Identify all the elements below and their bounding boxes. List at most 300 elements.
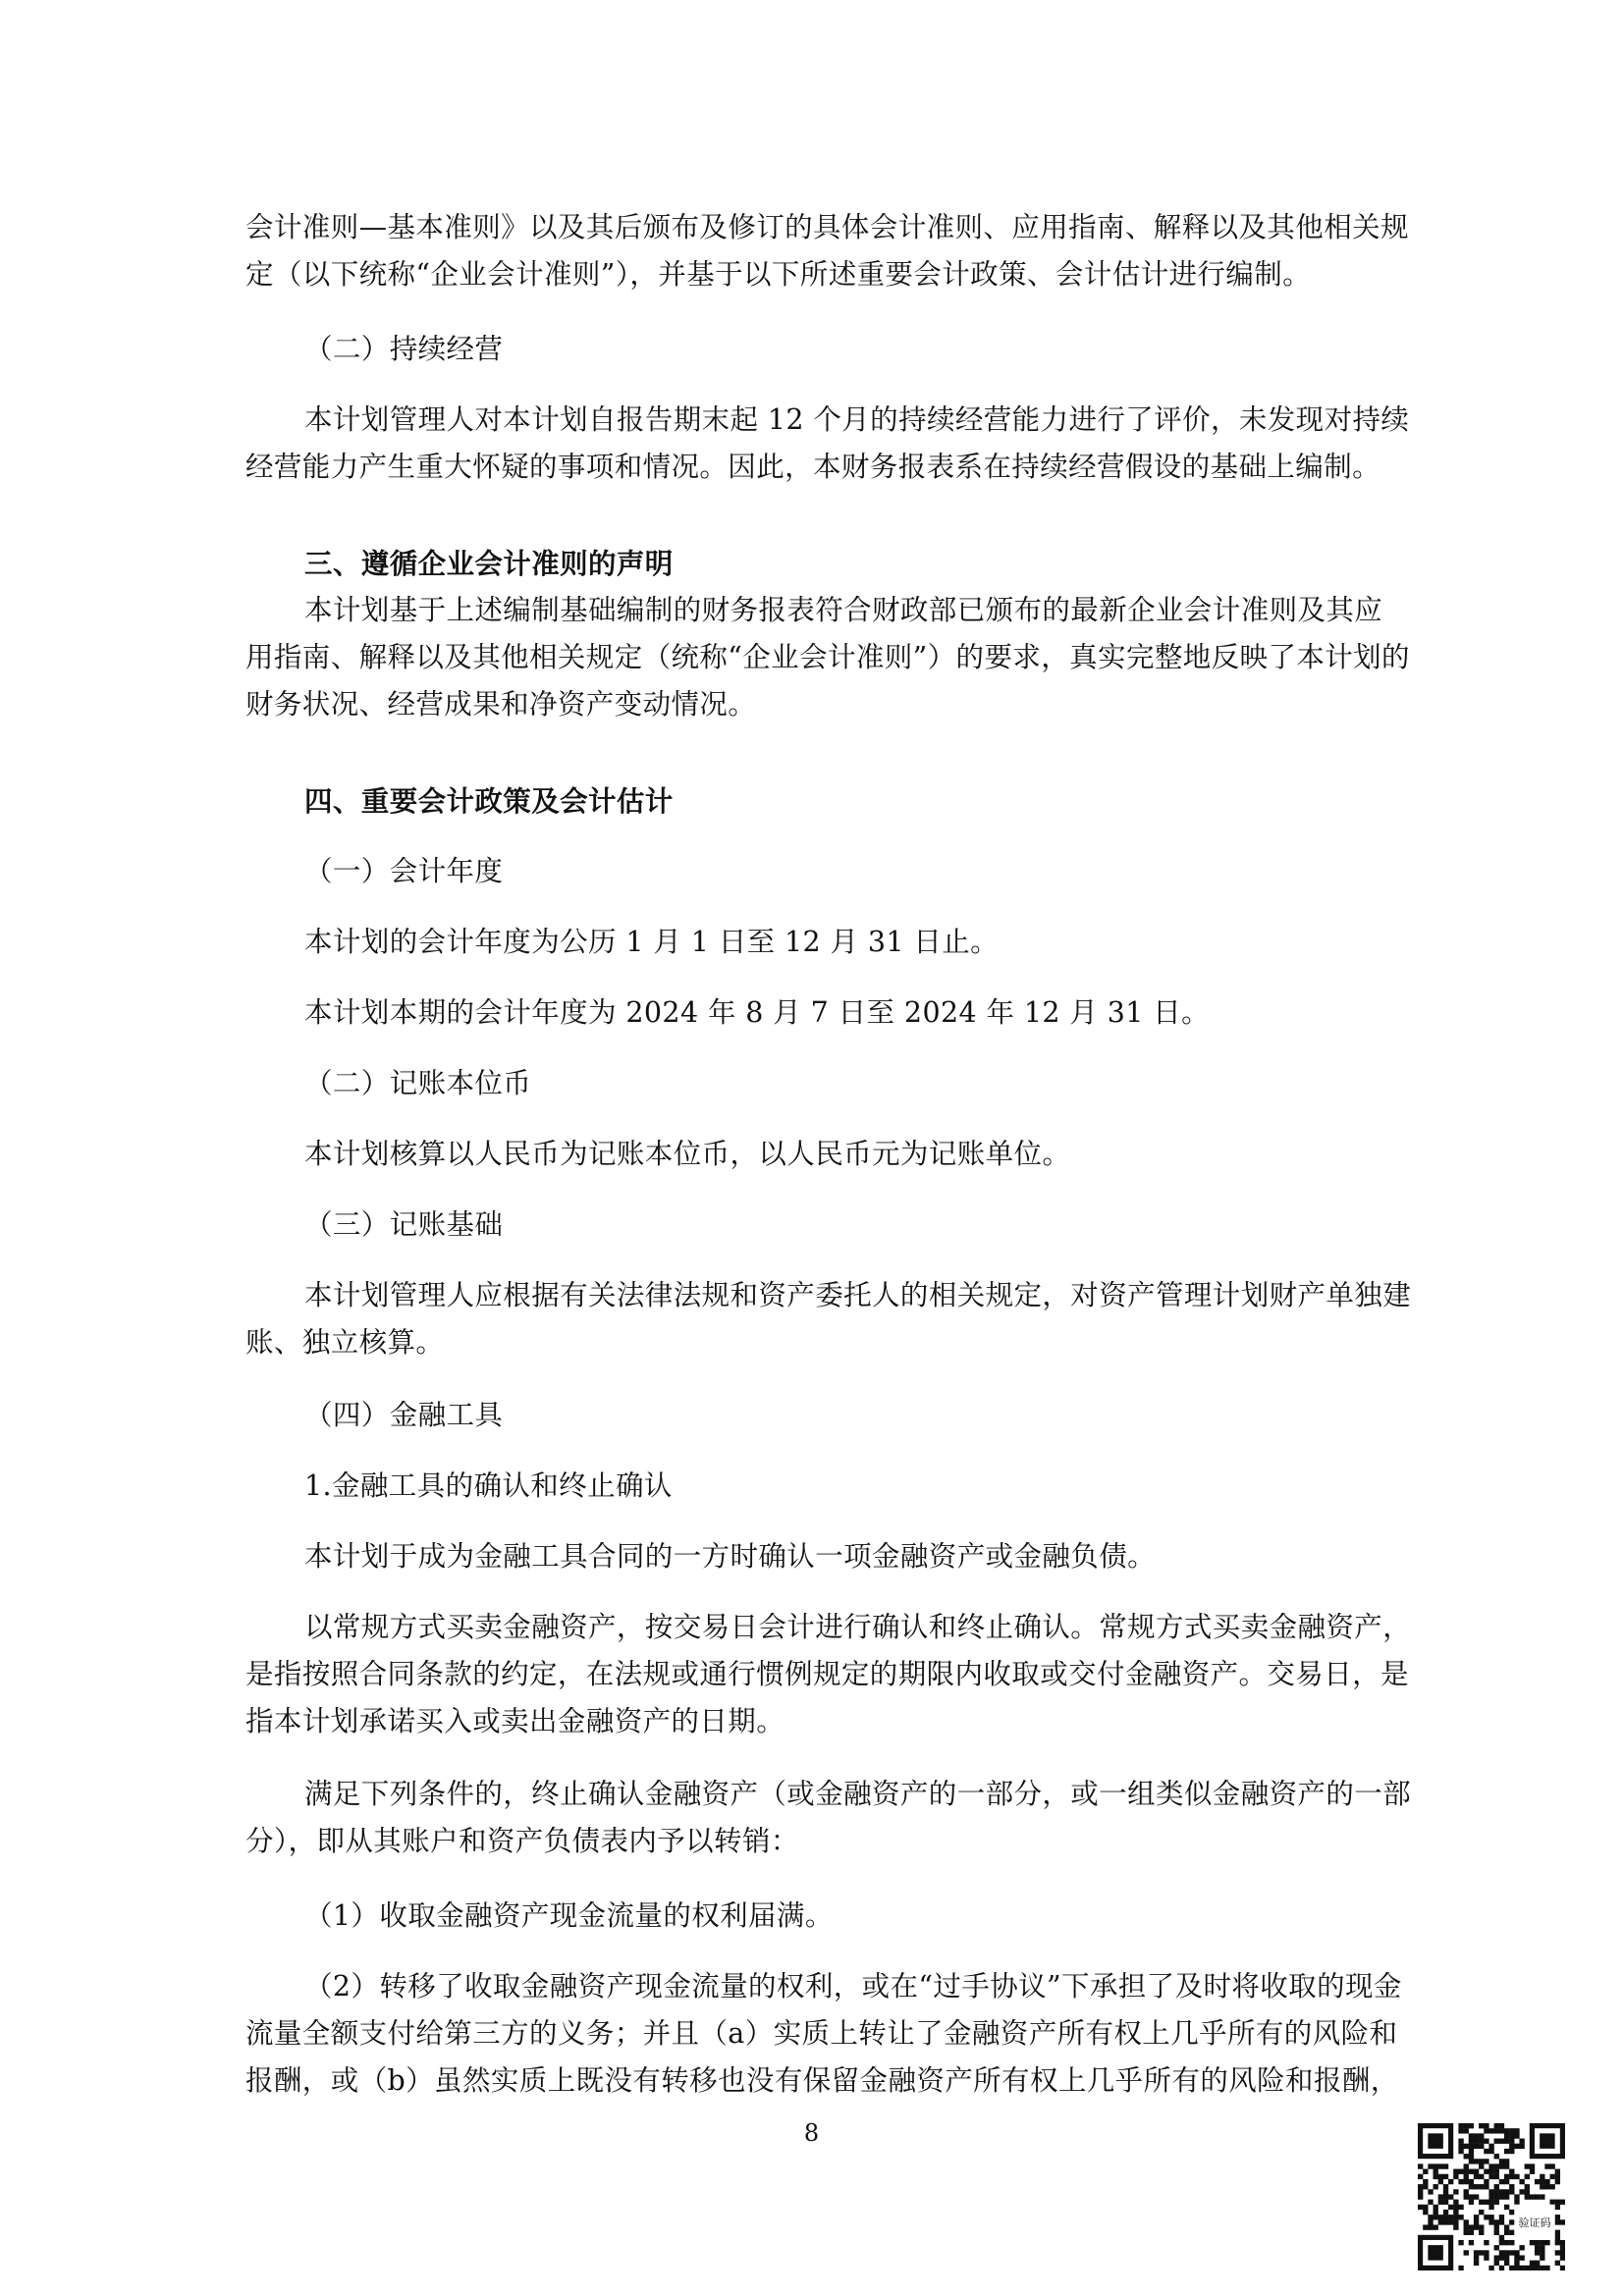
qr-module	[1458, 2179, 1463, 2184]
text-line: （1）收取金融资产现金流量的权利届满。	[304, 1899, 834, 1932]
text-line: 流量全额支付给第三方的义务；并且（a）实质上转让了金融资产所有权上几乎所有的风险和	[245, 2017, 1398, 2050]
qr-module	[1504, 2163, 1509, 2168]
qr-module	[1494, 2200, 1499, 2205]
qr-module	[1464, 2169, 1469, 2174]
qr-finder-center	[1428, 2133, 1443, 2149]
qr-module	[1423, 2210, 1428, 2215]
qr-module	[1514, 2261, 1519, 2266]
qr-module	[1555, 2235, 1560, 2240]
section-heading: 三、遵循企业会计准则的声明	[304, 547, 674, 580]
qr-module	[1535, 2266, 1540, 2270]
qr-module	[1469, 2179, 1474, 2184]
qr-module	[1555, 2205, 1560, 2210]
qr-module	[1494, 2154, 1499, 2159]
qr-module	[1484, 2159, 1488, 2163]
qr-module	[1504, 2230, 1509, 2235]
qr-module	[1434, 2184, 1438, 2189]
qr-finder-center	[1428, 2245, 1443, 2261]
text-line: 本计划管理人对本计划自报告期末起 12 个月的持续经营能力进行了评价，未发现对持续	[304, 403, 1410, 436]
qr-module	[1479, 2250, 1484, 2255]
text-line: 是指按照合同条款的约定，在法规或通行惯例规定的期限内收取或交付金融资产。交易日，是	[245, 1658, 1409, 1690]
qr-module	[1488, 2163, 1493, 2168]
qr-module	[1499, 2139, 1504, 2144]
subsection-heading: （二）持续经营	[304, 333, 504, 365]
qr-module	[1535, 2250, 1540, 2255]
qr-module	[1428, 2163, 1433, 2168]
qr-module	[1494, 2245, 1499, 2250]
qr-module	[1494, 2128, 1499, 2133]
qr-module	[1434, 2163, 1438, 2168]
qr-module	[1488, 2266, 1493, 2270]
qr-module	[1504, 2133, 1509, 2138]
qr-module	[1560, 2255, 1565, 2260]
qr-module	[1504, 2261, 1509, 2266]
qr-module	[1499, 2189, 1504, 2194]
qr-module	[1488, 2169, 1493, 2174]
qr-module	[1549, 2163, 1554, 2168]
qr-module	[1484, 2169, 1488, 2174]
qr-module	[1438, 2163, 1443, 2168]
qr-module	[1544, 2240, 1549, 2245]
qr-module	[1443, 2163, 1448, 2168]
qr-module	[1499, 2266, 1504, 2270]
qr-module	[1469, 2240, 1474, 2245]
qr-module	[1488, 2200, 1493, 2205]
qr-module	[1464, 2194, 1469, 2199]
qr-module	[1438, 2219, 1443, 2224]
qr-module	[1560, 2219, 1565, 2224]
qr-module	[1504, 2189, 1509, 2194]
qr-module	[1484, 2139, 1488, 2144]
qr-module	[1494, 2163, 1499, 2168]
qr-module	[1458, 2139, 1463, 2144]
qr-module	[1438, 2179, 1443, 2184]
qr-finder-center	[1540, 2133, 1555, 2149]
qr-module	[1458, 2149, 1463, 2154]
qr-module	[1555, 2261, 1560, 2266]
text-line: 本计划核算以人民币为记账本位币，以人民币元为记账单位。	[304, 1138, 1071, 1170]
text-line: 定（以下统称“企业会计准则”），并基于以下所述重要会计政策、会计估计进行编制。	[245, 258, 1311, 291]
qr-module	[1458, 2123, 1463, 2128]
qr-module	[1464, 2128, 1469, 2133]
qr-module	[1514, 2133, 1519, 2138]
qr-module	[1504, 2205, 1509, 2210]
qr-module	[1448, 2219, 1453, 2224]
text-line: 以常规方式买卖金融资产，按交易日会计进行确认和终止确认。常规方式买卖金融资产，	[304, 1611, 1412, 1643]
qr-module	[1540, 2255, 1544, 2260]
qr-module	[1469, 2149, 1474, 2154]
qr-module	[1469, 2133, 1474, 2138]
qr-module	[1479, 2224, 1484, 2229]
qr-module	[1434, 2210, 1438, 2215]
qr-module	[1504, 2194, 1509, 2199]
qr-module	[1488, 2194, 1493, 2199]
qr-module	[1514, 2128, 1519, 2133]
qr-module	[1494, 2123, 1499, 2128]
qr-module	[1418, 2189, 1423, 2194]
qr-module	[1519, 2179, 1524, 2184]
qr-module	[1504, 2224, 1509, 2229]
qr-module	[1494, 2219, 1499, 2224]
qr-module	[1494, 2169, 1499, 2174]
qr-module	[1530, 2240, 1535, 2245]
page-number: 8	[803, 2119, 820, 2147]
qr-module	[1560, 2250, 1565, 2255]
qr-module	[1484, 2250, 1488, 2255]
qr-module	[1514, 2144, 1519, 2149]
qr-module	[1453, 2215, 1458, 2219]
qr-module	[1458, 2240, 1463, 2245]
qr-module	[1428, 2219, 1433, 2224]
qr-module	[1488, 2205, 1493, 2210]
qr-module	[1469, 2139, 1474, 2144]
qr-module	[1488, 2189, 1493, 2194]
qr-module	[1443, 2189, 1448, 2194]
qr-module	[1448, 2179, 1453, 2184]
qr-module	[1514, 2200, 1519, 2205]
qr-module	[1479, 2139, 1484, 2144]
qr-module	[1560, 2200, 1565, 2205]
qr-module	[1484, 2200, 1488, 2205]
qr-module	[1488, 2219, 1493, 2224]
qr-module	[1509, 2250, 1514, 2255]
qr-module	[1530, 2169, 1535, 2174]
text-line: 财务状况、经营成果和净资产变动情况。	[245, 688, 757, 721]
subsection-heading: （二）记账本位币	[304, 1067, 532, 1099]
qr-module	[1504, 2240, 1509, 2245]
qr-module	[1525, 2194, 1530, 2199]
qr-module	[1479, 2230, 1484, 2235]
qr-module	[1464, 2189, 1469, 2194]
qr-module	[1519, 2266, 1524, 2270]
qr-module	[1560, 2245, 1565, 2250]
qr-module	[1418, 2163, 1423, 2168]
qr-module	[1448, 2205, 1453, 2210]
qr-module	[1504, 2128, 1509, 2133]
qr-module	[1488, 2215, 1493, 2219]
qr-module	[1464, 2154, 1469, 2159]
qr-module	[1535, 2179, 1540, 2184]
qr-module	[1549, 2200, 1554, 2205]
qr-module	[1494, 2194, 1499, 2199]
qr-module	[1549, 2174, 1554, 2179]
qr-module	[1499, 2128, 1504, 2133]
qr-logo-label: 验证码	[1518, 2216, 1551, 2229]
qr-module	[1535, 2240, 1540, 2245]
qr-module	[1530, 2163, 1535, 2168]
qr-module	[1484, 2184, 1488, 2189]
qr-module	[1469, 2200, 1474, 2205]
qr-module	[1479, 2200, 1484, 2205]
qr-module	[1555, 2169, 1560, 2174]
qr-module	[1514, 2174, 1519, 2179]
qr-module	[1479, 2144, 1484, 2149]
qr-module	[1438, 2215, 1443, 2219]
qr-module	[1484, 2123, 1488, 2128]
qr-module	[1535, 2194, 1540, 2199]
qr-module	[1458, 2205, 1463, 2210]
qr-module	[1504, 2139, 1509, 2144]
qr-module	[1474, 2133, 1479, 2138]
qr-module	[1544, 2179, 1549, 2184]
qr-module	[1555, 2200, 1560, 2205]
qr-module	[1514, 2266, 1519, 2270]
qr-module	[1525, 2266, 1530, 2270]
qr-module	[1484, 2215, 1488, 2219]
qr-module	[1479, 2123, 1484, 2128]
qr-module	[1519, 2255, 1524, 2260]
qr-module	[1509, 2133, 1514, 2138]
subsection-heading: （一）会计年度	[304, 855, 504, 887]
qr-module	[1499, 2215, 1504, 2219]
qr-module	[1418, 2205, 1423, 2210]
qr-module	[1484, 2240, 1488, 2245]
qr-module	[1499, 2219, 1504, 2224]
qr-module	[1488, 2174, 1493, 2179]
qr-module	[1438, 2194, 1443, 2199]
qr-module	[1448, 2194, 1453, 2199]
qr-module	[1499, 2194, 1504, 2199]
qr-module	[1443, 2184, 1448, 2189]
qr-module	[1428, 2200, 1433, 2205]
text-line: 分），即从其账户和资产负债表内予以转销：	[245, 1825, 799, 1857]
text-line: 报酬，或（b）虽然实质上既没有转移也没有保留金融资产所有权上几乎所有的风险和报酬，	[245, 2064, 1399, 2097]
qr-module	[1453, 2219, 1458, 2224]
qr-module	[1499, 2179, 1504, 2184]
qr-module	[1499, 2240, 1504, 2245]
qr-module	[1488, 2128, 1493, 2133]
qr-module	[1464, 2123, 1469, 2128]
qr-module	[1555, 2219, 1560, 2224]
qr-module	[1474, 2224, 1479, 2229]
qr-module	[1443, 2174, 1448, 2179]
subsection-heading: （三）记账基础	[304, 1208, 504, 1241]
qr-module	[1484, 2255, 1488, 2260]
qr-module	[1464, 2174, 1469, 2179]
qr-module	[1469, 2194, 1474, 2199]
qr-module	[1488, 2144, 1493, 2149]
qr-module	[1453, 2174, 1458, 2179]
qr-module	[1494, 2184, 1499, 2189]
qr-module	[1488, 2149, 1493, 2154]
qr-module	[1453, 2205, 1458, 2210]
qr-module	[1484, 2128, 1488, 2133]
qr-module	[1474, 2144, 1479, 2149]
qr-module	[1540, 2179, 1544, 2184]
qr-module	[1443, 2200, 1448, 2205]
qr-module	[1464, 2230, 1469, 2235]
text-line: 本计划于成为金融工具合同的一方时确认一项金融资产或金融负债。	[304, 1540, 1157, 1573]
qr-module	[1428, 2215, 1433, 2219]
qr-module	[1464, 2144, 1469, 2149]
qr-module	[1458, 2128, 1463, 2133]
qr-module	[1474, 2139, 1479, 2144]
qr-module	[1453, 2200, 1458, 2205]
qr-module	[1530, 2194, 1535, 2199]
qr-module	[1479, 2184, 1484, 2189]
qr-module	[1555, 2240, 1560, 2245]
qr-module	[1434, 2205, 1438, 2210]
qr-module	[1525, 2189, 1530, 2194]
qr-module	[1434, 2174, 1438, 2179]
qr-module	[1434, 2215, 1438, 2219]
qr-module	[1474, 2169, 1479, 2174]
qr-module	[1494, 2224, 1499, 2229]
qr-module	[1519, 2245, 1524, 2250]
qr-module	[1540, 2266, 1544, 2270]
qr-module	[1509, 2184, 1514, 2189]
qr-module	[1453, 2169, 1458, 2174]
qr-module	[1438, 2174, 1443, 2179]
text-line: 本计划管理人应根据有关法律法规和资产委托人的相关规定，对资产管理计划财产单独建	[304, 1279, 1412, 1311]
qr-module	[1464, 2179, 1469, 2184]
qr-module	[1540, 2194, 1544, 2199]
qr-module	[1509, 2210, 1514, 2215]
qr-module	[1504, 2149, 1509, 2154]
text-line: 本计划的会计年度为公历 1 月 1 日至 12 月 31 日止。	[304, 926, 1000, 958]
qr-module	[1509, 2219, 1514, 2224]
qr-module	[1540, 2184, 1544, 2189]
qr-module	[1423, 2184, 1428, 2189]
qr-module	[1504, 2250, 1509, 2255]
qr-module	[1474, 2255, 1479, 2260]
text-line: 经营能力产生重大怀疑的事项和情况。因此，本财务报表系在持续经营假设的基础上编制。	[245, 451, 1381, 483]
qr-module	[1530, 2266, 1535, 2270]
qr-module	[1479, 2163, 1484, 2168]
qr-module	[1555, 2174, 1560, 2179]
text-line: 用指南、解释以及其他相关规定（统称“企业会计准则”）的要求，真实完整地反映了本计划的	[245, 641, 1410, 673]
qr-module	[1434, 2224, 1438, 2229]
qr-module	[1443, 2194, 1448, 2199]
qr-module	[1499, 2235, 1504, 2240]
text-line: （2）转移了收取金融资产现金流量的权利，或在“过手协议”下承担了及时将收取的现金	[304, 1970, 1402, 2002]
qr-module	[1525, 2163, 1530, 2168]
qr-module	[1434, 2169, 1438, 2174]
qr-module	[1474, 2194, 1479, 2199]
qr-module	[1509, 2266, 1514, 2270]
qr-module	[1504, 2159, 1509, 2163]
qr-module	[1418, 2174, 1423, 2179]
subsection-heading: 1.金融工具的确认和终止确认	[304, 1469, 673, 1502]
qr-module	[1484, 2149, 1488, 2154]
qr-module	[1499, 2255, 1504, 2260]
qr-module	[1540, 2240, 1544, 2245]
qr-module	[1560, 2240, 1565, 2245]
qr-module	[1544, 2184, 1549, 2189]
qr-module	[1494, 2230, 1499, 2235]
qr-module	[1494, 2189, 1499, 2194]
qr-module	[1535, 2261, 1540, 2266]
qr-module	[1423, 2169, 1428, 2174]
qr-module	[1474, 2219, 1479, 2224]
qr-module	[1428, 2224, 1433, 2229]
qr-module	[1555, 2179, 1560, 2184]
qr-module	[1474, 2159, 1479, 2163]
text-line: 本计划基于上述编制基础编制的财务报表符合财政部已颁布的最新企业会计准则及其应	[304, 594, 1383, 626]
qr-module	[1479, 2159, 1484, 2163]
text-line: 满足下列条件的，终止确认金融资产（或金融资产的一部分，或一组类似金融资产的一部	[304, 1778, 1412, 1810]
qr-module	[1525, 2184, 1530, 2189]
qr-module	[1458, 2215, 1463, 2219]
qr-module	[1494, 2255, 1499, 2260]
qr-module	[1469, 2159, 1474, 2163]
qr-module	[1474, 2215, 1479, 2219]
qr-module	[1514, 2255, 1519, 2260]
qr-module	[1458, 2169, 1463, 2174]
qr-module	[1499, 2250, 1504, 2255]
qr-module	[1540, 2250, 1544, 2255]
qr-module	[1474, 2250, 1479, 2255]
qr-module	[1469, 2123, 1474, 2128]
qr-module	[1494, 2174, 1499, 2179]
qr-module	[1448, 2215, 1453, 2219]
qr-module	[1438, 2200, 1443, 2205]
qr-module	[1499, 2123, 1504, 2128]
qr-module	[1418, 2194, 1423, 2199]
qr-module	[1428, 2189, 1433, 2194]
qr-module	[1509, 2240, 1514, 2245]
qr-module	[1530, 2261, 1535, 2266]
qr-module	[1555, 2215, 1560, 2219]
qr-module	[1443, 2219, 1448, 2224]
qr-module	[1443, 2215, 1448, 2219]
qr-module	[1514, 2250, 1519, 2255]
qr-module	[1469, 2224, 1474, 2229]
qr-module	[1514, 2194, 1519, 2199]
qr-module	[1555, 2230, 1560, 2235]
qr-module	[1423, 2205, 1428, 2210]
subsection-heading: （四）金融工具	[304, 1399, 504, 1431]
qr-module	[1504, 2174, 1509, 2179]
qr-module	[1544, 2266, 1549, 2270]
text-line: 会计准则—基本准则》以及其后颁布及修订的具体会计准则、应用指南、解释以及其他相关规	[245, 211, 1409, 243]
qr-module	[1499, 2159, 1504, 2163]
qr-module	[1464, 2163, 1469, 2168]
qr-module	[1469, 2230, 1474, 2235]
qr-module	[1458, 2266, 1463, 2270]
qr-module	[1474, 2174, 1479, 2179]
qr-module	[1418, 2184, 1423, 2189]
qr-module	[1525, 2174, 1530, 2179]
qr-module	[1464, 2224, 1469, 2229]
qr-module	[1469, 2169, 1474, 2174]
qr-module	[1453, 2189, 1458, 2194]
qr-module	[1540, 2174, 1544, 2179]
qr-module	[1443, 2210, 1448, 2215]
qr-module	[1479, 2174, 1484, 2179]
qr-module	[1494, 2139, 1499, 2144]
qr-module	[1458, 2144, 1463, 2149]
qr-module	[1540, 2245, 1544, 2250]
qr-code-icon	[1418, 2123, 1565, 2270]
qr-module	[1509, 2128, 1514, 2133]
qr-module	[1549, 2184, 1554, 2189]
qr-module	[1560, 2266, 1565, 2270]
text-line: 本计划本期的会计年度为 2024 年 8 月 7 日至 2024 年 12 月 31 日。	[304, 996, 1211, 1029]
text-line: 指本计划承诺买入或卖出金融资产的日期。	[245, 1705, 785, 1737]
qr-module	[1479, 2133, 1484, 2138]
qr-module	[1504, 2255, 1509, 2260]
qr-module	[1423, 2224, 1428, 2229]
qr-module	[1509, 2174, 1514, 2179]
qr-module	[1509, 2144, 1514, 2149]
qr-module	[1474, 2261, 1479, 2266]
qr-module	[1464, 2219, 1469, 2224]
qr-module	[1464, 2250, 1469, 2255]
qr-module	[1469, 2144, 1474, 2149]
qr-module	[1494, 2261, 1499, 2266]
qr-module	[1484, 2179, 1488, 2184]
